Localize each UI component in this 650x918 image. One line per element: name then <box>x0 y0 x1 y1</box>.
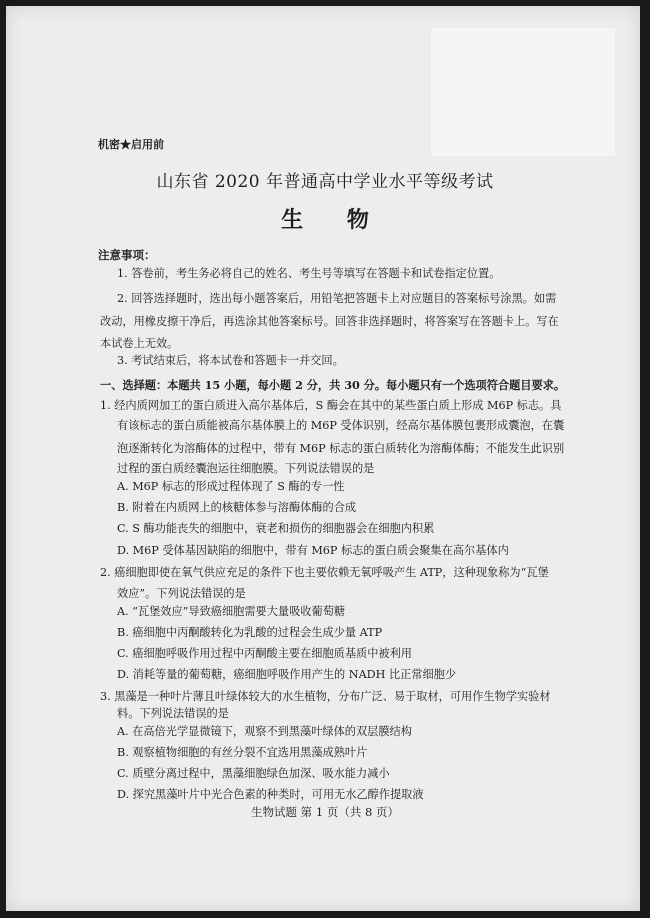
subject-title: 生 物 <box>281 207 387 233</box>
q1-stem-line-4: 过程的蛋白质经囊泡运往细胞膜。下列说法错误的是 <box>117 462 375 475</box>
q1-option-b: B. 附着在内质网上的核糖体参与溶酶体酶的合成 <box>117 501 357 514</box>
note-item-1: 1. 答卷前，考生务必将自己的姓名、考生号等填写在答题卡和试卷指定位置。 <box>117 267 501 280</box>
note-item-2-line-2: 改动，用橡皮擦干净后，再选涂其他答案标号。回答非选择题时，将答案写在答题卡上。写在 <box>100 315 559 328</box>
q3-stem-line-1: 3. 黑藻是一种叶片薄且叶绿体较大的水生植物，分布广泛、易于取材，可用作生物学实验材 <box>100 690 551 703</box>
page-footer: 生物试题 第 1 页（共 8 页） <box>251 805 399 819</box>
q1-stem-line-2: 有该标志的蛋白质能被高尔基体膜上的 M6P 受体识别，经高尔基体膜包裹形成囊泡，在囊 <box>117 419 565 432</box>
q2-stem-line-2: 效应”。下列说法错误的是 <box>117 587 246 600</box>
q2-option-d: D. 消耗等量的葡萄糖，癌细胞呼吸作用产生的 NADH 比正常细胞少 <box>117 668 457 681</box>
q3-option-b: B. 观察植物细胞的有丝分裂不宜选用黑藻成熟叶片 <box>117 746 368 759</box>
q1-option-c: C. S 酶功能丧失的细胞中，衰老和损伤的细胞器会在细胞内积累 <box>117 522 435 535</box>
q3-option-d: D. 探究黑藻叶片中光合色素的种类时，可用无水乙醇作提取液 <box>117 788 424 801</box>
note-item-3: 3. 考试结束后，将本试卷和答题卡一并交回。 <box>117 354 344 367</box>
note-item-2-line-3: 本试卷上无效。 <box>100 337 179 350</box>
q2-option-b: B. 癌细胞中丙酮酸转化为乳酸的过程会生成少量 ATP <box>117 626 383 639</box>
q1-option-a: A. M6P 标志的形成过程体现了 S 酶的专一性 <box>117 480 345 493</box>
q2-stem-line-1: 2. 癌细胞即使在氧气供应充足的条件下也主要依赖无氧呼吸产生 ATP，这种现象称为“瓦堡 <box>100 566 549 579</box>
q2-option-a: A. “瓦堡效应”导致癌细胞需要大量吸收葡萄糖 <box>117 605 346 618</box>
q3-option-c: C. 质壁分离过程中，黑藻细胞绿色加深、吸水能力减小 <box>117 767 390 780</box>
q1-option-d: D. M6P 受体基因缺陷的细胞中，带有 M6P 标志的蛋白质会聚集在高尔基体内 <box>117 544 509 557</box>
q3-option-a: A. 在高倍光学显微镜下，观察不到黑藻叶绿体的双层膜结构 <box>117 725 412 738</box>
q2-option-c: C. 癌细胞呼吸作用过程中丙酮酸主要在细胞质基质中被利用 <box>117 647 412 660</box>
q3-stem-line-2: 料。下列说法错误的是 <box>117 707 229 720</box>
confidential-label: 机密★启用前 <box>98 138 164 151</box>
notes-heading: 注意事项： <box>98 248 156 262</box>
q1-stem-line-1: 1. 经内质网加工的蛋白质进入高尔基体后，S 酶会在其中的某些蛋白质上形成 M6P 标志。具 <box>100 399 562 412</box>
q1-stem-line-3: 泡逐渐转化为溶酶体的过程中，带有 M6P 标志的蛋白质转化为溶酶体酶；不能发生此识别 <box>117 442 565 455</box>
redacted-block <box>431 28 615 156</box>
exam-title: 山东省 2020 年普通高中学业水平等级考试 <box>156 172 494 192</box>
section-heading: 一、选择题：本题共 15 小题，每小题 2 分，共 30 分。每小题只有一个选项符合题目要求。 <box>100 378 566 392</box>
note-item-2-line-1: 2. 回答选择题时，选出每小题答案后，用铅笔把答题卡上对应题目的答案标号涂黑。如需 <box>117 292 557 305</box>
